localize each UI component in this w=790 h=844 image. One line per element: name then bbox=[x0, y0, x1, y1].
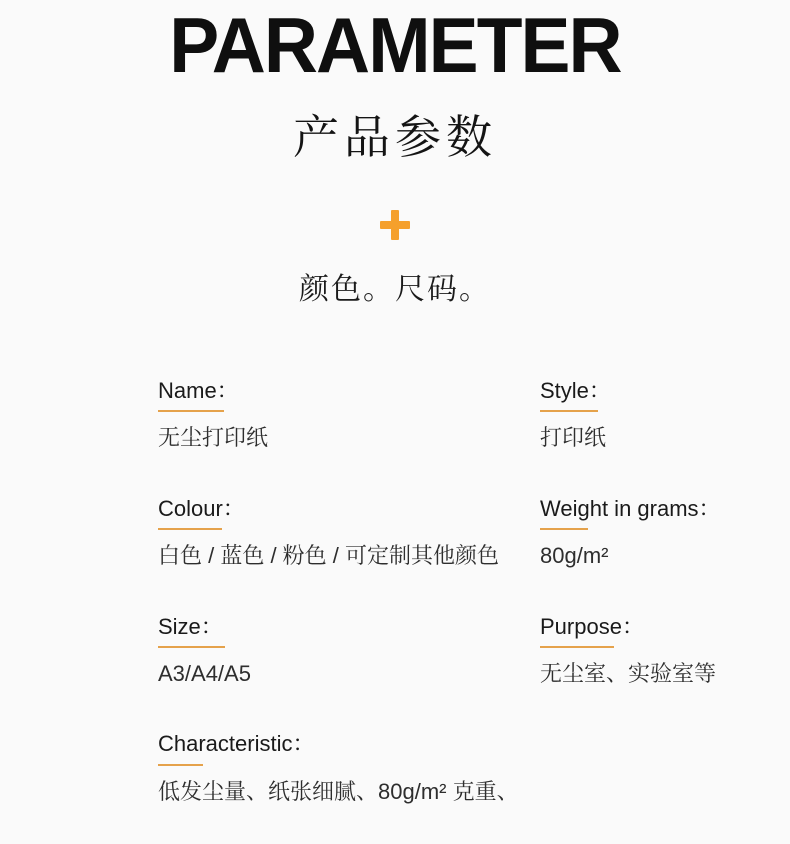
spec-item-size bbox=[158, 614, 540, 688]
tagline: 颜色。尺码。 bbox=[299, 273, 491, 307]
plus-icon bbox=[380, 210, 410, 240]
spec-item-purpose bbox=[540, 614, 790, 688]
spec-grid bbox=[0, 378, 790, 844]
label-underline bbox=[158, 410, 224, 412]
spec-value: 低发尘量、纸张细腻、80g/m² 克重、 bbox=[158, 778, 519, 804]
spec-item-name bbox=[158, 378, 540, 452]
spec-value: 白色 / 蓝色 / 粉色 / 可定制其他颜色 bbox=[158, 543, 500, 569]
spec-item-style bbox=[540, 378, 790, 452]
page-title: PARAMETER bbox=[169, 1, 621, 89]
spec-label: Style： bbox=[540, 378, 611, 404]
spec-value: 无尘打印纸 bbox=[158, 425, 269, 451]
label-underline bbox=[158, 528, 222, 530]
label-underline bbox=[158, 646, 225, 648]
spec-item-colour bbox=[158, 496, 540, 570]
spec-value: 打印纸 bbox=[540, 425, 607, 451]
spec-item-characteristic bbox=[158, 731, 540, 805]
spec-label: Name： bbox=[158, 378, 239, 404]
label-underline bbox=[540, 410, 598, 412]
spec-label: Characteristic： bbox=[158, 731, 315, 757]
spec-value: A3/A4/A5 bbox=[158, 660, 251, 686]
divider bbox=[0, 210, 790, 240]
spec-value: 无尘室、实验室等 bbox=[540, 660, 717, 686]
label-underline bbox=[540, 646, 614, 648]
label-underline bbox=[158, 764, 203, 766]
spec-value: 80g/m² bbox=[540, 543, 609, 569]
spec-label: Weight in grams： bbox=[540, 495, 721, 521]
label-underline bbox=[540, 528, 588, 530]
spec-label: Colour： bbox=[158, 495, 245, 521]
spec-label: Size： bbox=[158, 613, 223, 639]
spec-item-weight bbox=[540, 496, 790, 570]
page-subtitle: 产品参数 bbox=[293, 111, 497, 163]
spec-label: Purpose： bbox=[540, 613, 644, 639]
